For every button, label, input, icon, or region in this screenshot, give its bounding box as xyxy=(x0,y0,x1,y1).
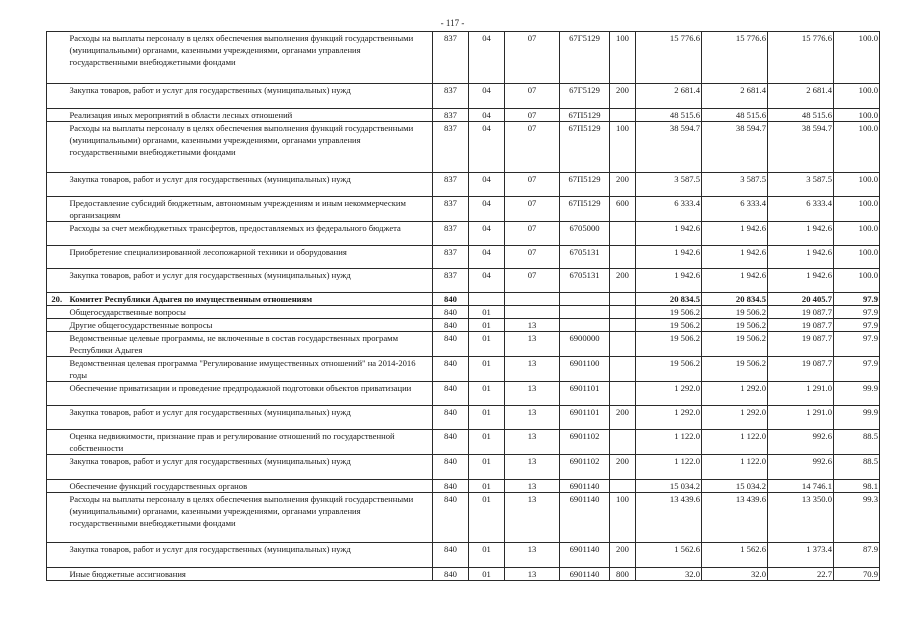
row-index xyxy=(47,246,67,269)
executed-amount: 15 776.6 xyxy=(768,32,834,84)
executed-amount: 48 515.6 xyxy=(768,109,834,122)
target-article-code: 67П5129 xyxy=(560,197,610,222)
target-article-code: 6901101 xyxy=(560,382,610,406)
ministry-code: 840 xyxy=(433,493,469,543)
target-article-code: 67П5129 xyxy=(560,173,610,197)
table-row xyxy=(47,122,880,173)
section-code: 01 xyxy=(469,480,505,493)
executed-amount: 19 087.7 xyxy=(768,357,834,382)
section-code: 01 xyxy=(469,382,505,406)
subsection-code: 07 xyxy=(505,173,560,197)
execution-percent: 99.3 xyxy=(834,493,880,543)
row-name: Иные бюджетные ассигнования xyxy=(67,568,433,581)
expense-type-code xyxy=(610,382,636,406)
row-name: Закупка товаров, работ и услуг для государственных (муниципальных) нужд xyxy=(67,84,433,109)
revised-amount: 1 292.0 xyxy=(702,406,768,430)
table-row xyxy=(47,493,880,543)
revised-amount: 1 942.6 xyxy=(702,222,768,246)
execution-percent: 100.0 xyxy=(834,32,880,84)
revised-amount: 2 681.4 xyxy=(702,84,768,109)
table-row xyxy=(47,32,880,84)
subsection-code xyxy=(505,306,560,319)
section-code: 01 xyxy=(469,332,505,357)
row-name: Закупка товаров, работ и услуг для государственных (муниципальных) нужд xyxy=(67,269,433,293)
target-article-code: 67Г5129 xyxy=(560,32,610,84)
section-code: 04 xyxy=(469,84,505,109)
executed-amount: 19 087.7 xyxy=(768,306,834,319)
row-index xyxy=(47,543,67,568)
row-name: Ведомственная целевая программа "Регулирование имущественных отношений" на 2014-2016 годы xyxy=(67,357,433,382)
subsection-code: 07 xyxy=(505,269,560,293)
table-row xyxy=(47,480,880,493)
execution-percent: 100.0 xyxy=(834,173,880,197)
execution-percent: 100.0 xyxy=(834,122,880,173)
approved-amount: 2 681.4 xyxy=(636,84,702,109)
expense-type-code xyxy=(610,293,636,306)
row-index xyxy=(47,493,67,543)
expense-type-code: 200 xyxy=(610,406,636,430)
approved-amount: 1 562.6 xyxy=(636,543,702,568)
row-index xyxy=(47,382,67,406)
approved-amount: 6 333.4 xyxy=(636,197,702,222)
approved-amount: 32.0 xyxy=(636,568,702,581)
expense-type-code: 800 xyxy=(610,568,636,581)
table-row xyxy=(47,222,880,246)
subsection-code: 13 xyxy=(505,406,560,430)
table-row xyxy=(47,332,880,357)
executed-amount: 1 942.6 xyxy=(768,222,834,246)
table-row xyxy=(47,455,880,480)
table-row xyxy=(47,109,880,122)
expense-type-code: 100 xyxy=(610,122,636,173)
table-row xyxy=(47,319,880,332)
target-article-code: 6901140 xyxy=(560,543,610,568)
expense-type-code: 100 xyxy=(610,493,636,543)
expense-type-code xyxy=(610,222,636,246)
section-code: 01 xyxy=(469,430,505,455)
target-article-code xyxy=(560,293,610,306)
row-name: Расходы на выплаты персоналу в целях обеспечения выполнения функций государственными (муниципальными) органами, казенными учреждениями, органами управления государственными внебюджетными фондами xyxy=(67,493,433,543)
ministry-code: 840 xyxy=(433,568,469,581)
section-code: 04 xyxy=(469,122,505,173)
ministry-code: 837 xyxy=(433,109,469,122)
section-code: 04 xyxy=(469,173,505,197)
ministry-code: 840 xyxy=(433,332,469,357)
ministry-code: 837 xyxy=(433,197,469,222)
approved-amount: 13 439.6 xyxy=(636,493,702,543)
ministry-code: 837 xyxy=(433,32,469,84)
row-index xyxy=(47,455,67,480)
execution-percent: 97.9 xyxy=(834,332,880,357)
table-row xyxy=(47,173,880,197)
table-row xyxy=(47,357,880,382)
ministry-code: 840 xyxy=(433,455,469,480)
executed-amount: 1 942.6 xyxy=(768,269,834,293)
target-article-code: 6705000 xyxy=(560,222,610,246)
approved-amount: 48 515.6 xyxy=(636,109,702,122)
ministry-code: 837 xyxy=(433,222,469,246)
section-code: 01 xyxy=(469,493,505,543)
approved-amount: 1 942.6 xyxy=(636,269,702,293)
row-name: Реализация иных мероприятий в области лесных отношений xyxy=(67,109,433,122)
revised-amount: 1 292.0 xyxy=(702,382,768,406)
row-name: Ведомственные целевые программы, не включенные в состав государственных программ Республики Адыгея xyxy=(67,332,433,357)
executed-amount: 6 333.4 xyxy=(768,197,834,222)
target-article-code: 6901140 xyxy=(560,568,610,581)
row-name: Предоставление субсидий бюджетным, автономным учреждениям и иным некоммерческим организациям xyxy=(67,197,433,222)
execution-percent: 88.5 xyxy=(834,430,880,455)
row-index xyxy=(47,406,67,430)
execution-percent: 100.0 xyxy=(834,269,880,293)
revised-amount: 19 506.2 xyxy=(702,332,768,357)
execution-percent: 97.9 xyxy=(834,306,880,319)
row-name: Расходы на выплаты персоналу в целях обеспечения выполнения функций государственными (муниципальными) органами, казенными учреждениями, органами управления государственными внебюджетными фондами xyxy=(67,122,433,173)
revised-amount: 1 122.0 xyxy=(702,430,768,455)
target-article-code: 6901102 xyxy=(560,455,610,480)
target-article-code: 6901102 xyxy=(560,430,610,455)
ministry-code: 840 xyxy=(433,430,469,455)
section-code: 01 xyxy=(469,455,505,480)
expense-type-code: 200 xyxy=(610,84,636,109)
executed-amount: 3 587.5 xyxy=(768,173,834,197)
ministry-code: 837 xyxy=(433,173,469,197)
executed-amount: 20 405.7 xyxy=(768,293,834,306)
executed-amount: 19 087.7 xyxy=(768,332,834,357)
expense-type-code: 200 xyxy=(610,173,636,197)
revised-amount: 1 122.0 xyxy=(702,455,768,480)
revised-amount: 15 034.2 xyxy=(702,480,768,493)
row-index xyxy=(47,222,67,246)
ministry-code: 840 xyxy=(433,319,469,332)
subsection-code: 13 xyxy=(505,543,560,568)
approved-amount: 1 292.0 xyxy=(636,382,702,406)
revised-amount: 32.0 xyxy=(702,568,768,581)
table-row xyxy=(47,293,880,306)
row-name: Расходы за счет межбюджетных трансфертов, предоставляемых из федерального бюджета xyxy=(67,222,433,246)
revised-amount: 3 587.5 xyxy=(702,173,768,197)
expense-type-code xyxy=(610,246,636,269)
subsection-code: 07 xyxy=(505,197,560,222)
section-code: 04 xyxy=(469,32,505,84)
row-index xyxy=(47,357,67,382)
row-name: Приобретение специализированной лесопожарной техники и оборудования xyxy=(67,246,433,269)
execution-percent: 88.5 xyxy=(834,455,880,480)
table-row xyxy=(47,430,880,455)
target-article-code: 6705131 xyxy=(560,269,610,293)
row-index xyxy=(47,430,67,455)
revised-amount: 19 506.2 xyxy=(702,306,768,319)
approved-amount: 15 034.2 xyxy=(636,480,702,493)
row-name: Другие общегосударственные вопросы xyxy=(67,319,433,332)
subsection-code: 07 xyxy=(505,84,560,109)
execution-percent: 87.9 xyxy=(834,543,880,568)
subsection-code: 07 xyxy=(505,222,560,246)
subsection-code: 13 xyxy=(505,332,560,357)
subsection-code: 07 xyxy=(505,122,560,173)
table-row xyxy=(47,197,880,222)
revised-amount: 1 942.6 xyxy=(702,269,768,293)
execution-percent: 99.9 xyxy=(834,406,880,430)
table-row xyxy=(47,382,880,406)
page-number: - 117 - xyxy=(440,18,465,28)
expense-type-code: 200 xyxy=(610,455,636,480)
row-index xyxy=(47,306,67,319)
ministry-code: 837 xyxy=(433,122,469,173)
expense-type-code xyxy=(610,332,636,357)
row-index xyxy=(47,122,67,173)
approved-amount: 1 942.6 xyxy=(636,246,702,269)
target-article-code: 6901101 xyxy=(560,406,610,430)
target-article-code: 67Г5129 xyxy=(560,84,610,109)
subsection-code: 13 xyxy=(505,480,560,493)
target-article-code xyxy=(560,319,610,332)
subsection-code: 13 xyxy=(505,382,560,406)
target-article-code: 67П5129 xyxy=(560,109,610,122)
revised-amount: 48 515.6 xyxy=(702,109,768,122)
executed-amount: 38 594.7 xyxy=(768,122,834,173)
execution-percent: 97.9 xyxy=(834,319,880,332)
table-row xyxy=(47,306,880,319)
row-index xyxy=(47,32,67,84)
target-article-code: 6705131 xyxy=(560,246,610,269)
row-index xyxy=(47,332,67,357)
revised-amount: 1 562.6 xyxy=(702,543,768,568)
ministry-code: 840 xyxy=(433,382,469,406)
revised-amount: 20 834.5 xyxy=(702,293,768,306)
expense-type-code xyxy=(610,480,636,493)
execution-percent: 100.0 xyxy=(834,84,880,109)
approved-amount: 3 587.5 xyxy=(636,173,702,197)
executed-amount: 13 350.0 xyxy=(768,493,834,543)
execution-percent: 97.9 xyxy=(834,293,880,306)
executed-amount: 1 291.0 xyxy=(768,382,834,406)
subsection-code: 13 xyxy=(505,455,560,480)
row-name: Расходы на выплаты персоналу в целях обеспечения выполнения функций государственными (муниципальными) органами, казенными учреждениями, органами управления государственными внебюджетными фондами xyxy=(67,32,433,84)
row-index xyxy=(47,109,67,122)
row-name: Закупка товаров, работ и услуг для государственных (муниципальных) нужд xyxy=(67,455,433,480)
approved-amount: 19 506.2 xyxy=(636,306,702,319)
expense-type-code: 200 xyxy=(610,543,636,568)
executed-amount: 992.6 xyxy=(768,430,834,455)
executed-amount: 22.7 xyxy=(768,568,834,581)
execution-percent: 98.1 xyxy=(834,480,880,493)
expense-type-code: 600 xyxy=(610,197,636,222)
executed-amount: 14 746.1 xyxy=(768,480,834,493)
expense-type-code xyxy=(610,109,636,122)
section-code: 04 xyxy=(469,109,505,122)
ministry-code: 837 xyxy=(433,84,469,109)
subsection-code: 07 xyxy=(505,32,560,84)
executed-amount: 1 291.0 xyxy=(768,406,834,430)
row-index xyxy=(47,84,67,109)
ministry-code: 840 xyxy=(433,357,469,382)
approved-amount: 1 122.0 xyxy=(636,455,702,480)
execution-percent: 70.9 xyxy=(834,568,880,581)
table-row xyxy=(47,568,880,581)
executed-amount: 1 942.6 xyxy=(768,246,834,269)
row-index xyxy=(47,173,67,197)
target-article-code: 6901140 xyxy=(560,480,610,493)
section-code: 01 xyxy=(469,568,505,581)
approved-amount: 1 122.0 xyxy=(636,430,702,455)
approved-amount: 38 594.7 xyxy=(636,122,702,173)
executed-amount: 19 087.7 xyxy=(768,319,834,332)
row-index xyxy=(47,269,67,293)
target-article-code: 6900000 xyxy=(560,332,610,357)
execution-percent: 100.0 xyxy=(834,197,880,222)
row-name: Обеспечение приватизации и проведение предпродажной подготовки объектов приватизации xyxy=(67,382,433,406)
subsection-code: 13 xyxy=(505,430,560,455)
section-code: 04 xyxy=(469,197,505,222)
row-name: Оценка недвижимости, признание прав и регулирование отношений по государственной собственности xyxy=(67,430,433,455)
row-index xyxy=(47,480,67,493)
target-article-code: 67П5129 xyxy=(560,122,610,173)
ministry-code: 840 xyxy=(433,306,469,319)
execution-percent: 99.9 xyxy=(834,382,880,406)
subsection-code xyxy=(505,293,560,306)
budget-table-body xyxy=(47,32,880,581)
subsection-code: 07 xyxy=(505,246,560,269)
executed-amount: 1 373.4 xyxy=(768,543,834,568)
execution-percent: 97.9 xyxy=(834,357,880,382)
execution-percent: 100.0 xyxy=(834,222,880,246)
table-row xyxy=(47,269,880,293)
row-index xyxy=(47,319,67,332)
approved-amount: 15 776.6 xyxy=(636,32,702,84)
approved-amount: 1 942.6 xyxy=(636,222,702,246)
row-index xyxy=(47,568,67,581)
expense-type-code xyxy=(610,306,636,319)
expense-type-code xyxy=(610,430,636,455)
section-code: 04 xyxy=(469,269,505,293)
approved-amount: 19 506.2 xyxy=(636,332,702,357)
row-name: Закупка товаров, работ и услуг для государственных (муниципальных) нужд xyxy=(67,173,433,197)
row-index: 20. xyxy=(47,293,67,306)
expense-type-code xyxy=(610,357,636,382)
execution-percent: 100.0 xyxy=(834,109,880,122)
section-code: 01 xyxy=(469,306,505,319)
row-name: Общегосударственные вопросы xyxy=(67,306,433,319)
subsection-code: 13 xyxy=(505,568,560,581)
row-name: Закупка товаров, работ и услуг для государственных (муниципальных) нужд xyxy=(67,543,433,568)
executed-amount: 2 681.4 xyxy=(768,84,834,109)
target-article-code xyxy=(560,306,610,319)
ministry-code: 840 xyxy=(433,543,469,568)
subsection-code: 07 xyxy=(505,109,560,122)
ministry-code: 837 xyxy=(433,246,469,269)
section-code: 01 xyxy=(469,406,505,430)
ministry-code: 840 xyxy=(433,406,469,430)
section-code: 01 xyxy=(469,543,505,568)
expense-type-code xyxy=(610,319,636,332)
table-row xyxy=(47,84,880,109)
row-name: Закупка товаров, работ и услуг для государственных (муниципальных) нужд xyxy=(67,406,433,430)
execution-percent: 100.0 xyxy=(834,246,880,269)
approved-amount: 19 506.2 xyxy=(636,357,702,382)
approved-amount: 1 292.0 xyxy=(636,406,702,430)
budget-table xyxy=(46,31,880,581)
ministry-code: 837 xyxy=(433,269,469,293)
table-row xyxy=(47,543,880,568)
revised-amount: 19 506.2 xyxy=(702,319,768,332)
revised-amount: 6 333.4 xyxy=(702,197,768,222)
revised-amount: 15 776.6 xyxy=(702,32,768,84)
revised-amount: 13 439.6 xyxy=(702,493,768,543)
revised-amount: 38 594.7 xyxy=(702,122,768,173)
executed-amount: 992.6 xyxy=(768,455,834,480)
approved-amount: 20 834.5 xyxy=(636,293,702,306)
subsection-code: 13 xyxy=(505,493,560,543)
row-name: Обеспечение функций государственных органов xyxy=(67,480,433,493)
ministry-code: 840 xyxy=(433,293,469,306)
subsection-code: 13 xyxy=(505,357,560,382)
approved-amount: 19 506.2 xyxy=(636,319,702,332)
subsection-code: 13 xyxy=(505,319,560,332)
expense-type-code: 100 xyxy=(610,32,636,84)
section-code xyxy=(469,293,505,306)
row-index xyxy=(47,197,67,222)
target-article-code: 6901100 xyxy=(560,357,610,382)
expense-type-code: 200 xyxy=(610,269,636,293)
revised-amount: 1 942.6 xyxy=(702,246,768,269)
section-code: 01 xyxy=(469,319,505,332)
target-article-code: 6901140 xyxy=(560,493,610,543)
table-row xyxy=(47,246,880,269)
section-code: 04 xyxy=(469,246,505,269)
revised-amount: 19 506.2 xyxy=(702,357,768,382)
table-row xyxy=(47,406,880,430)
row-name: Комитет Республики Адыгея по имущественным отношениям xyxy=(67,293,433,306)
section-code: 04 xyxy=(469,222,505,246)
section-code: 01 xyxy=(469,357,505,382)
ministry-code: 840 xyxy=(433,480,469,493)
